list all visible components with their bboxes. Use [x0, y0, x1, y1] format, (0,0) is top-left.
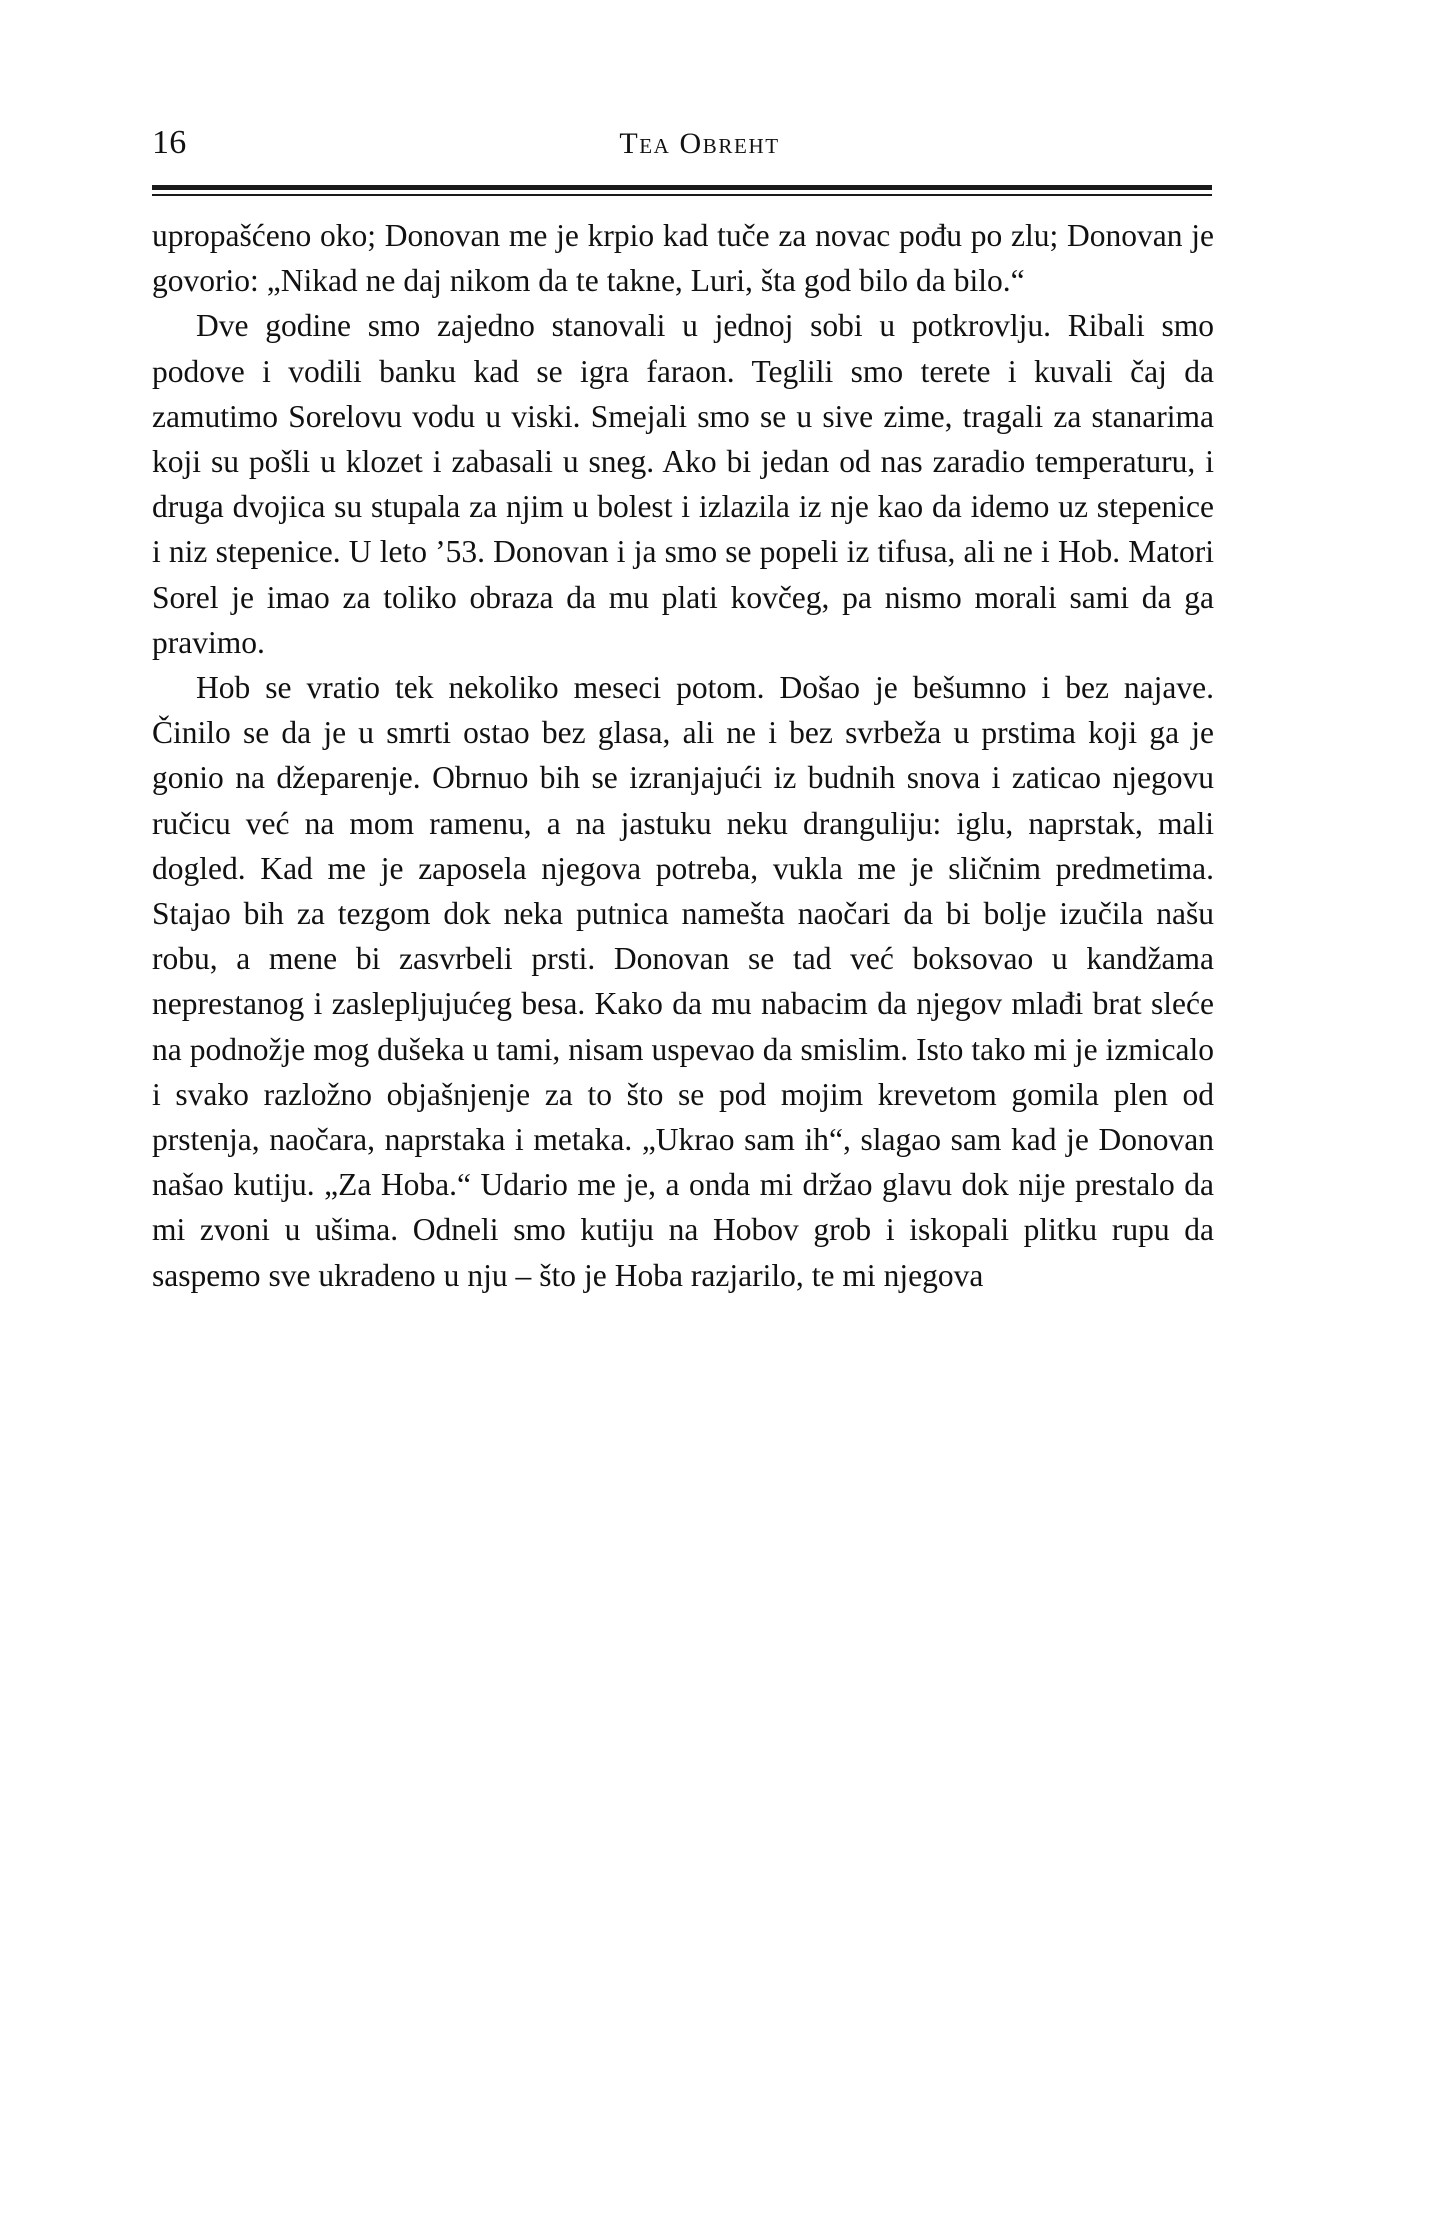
running-head-author: Tea Obreht [619, 127, 780, 160]
paragraph: Dve godine smo zajedno stanovali u jednoj sobi u potkrovlju. Ribali smo podove i vodili banku kad se igra faraon. Teglili smo terete i kuvali čaj da zamutimo Sorelovu vodu u viski. Smejali smo se u sive zime, tragali za stanarima koji su pošli u klozet i zabasali u sneg. Ako bi jedan od nas zaradio temperaturu, i druga dvojica su stupala za njim u bolest i izlazila iz nje kao da idemo uz stepenice i niz stepenice. U leto ’53. Donovan i ja smo se popeli iz tifusa, ali ne i Hob. Matori Sorel je imao za toliko obraza da mu plati kovčeg, pa nismo morali sami da ga pravimo. [152, 308, 1214, 660]
running-head [152, 120, 1212, 176]
rule-thin-line [152, 194, 1212, 196]
body-text-block [152, 213, 1214, 1298]
paragraph: Hob se vratio tek nekoliko meseci potom. Došao je bešumno i bez najave. Činilo se da je u smrti ostao bez glasa, ali ne i bez svrbeža u prstima koji ga je gonio na džeparenje. Obrnuo bih se izranjajući iz budnih snova i zaticao njegovu ručicu već na mom ramenu, a na jastuku neku dranguliju: iglu, naprstak, mali dogled. Kad me je zaposela njegova potreba, vukla me je sličnim predmetima. Stajao bih za tezgom dok neka putnica namešta naočari da bi bolje izučila našu robu, a mene bi zasvrbeli prsti. Donovan se tad već boksovao u kandžama neprestanog i zaslepljujućeg besa. Kako da mu nabacim da njegov mlađi brat sleće na podnožje mog dušeka u tami, nisam uspevao da smislim. Isto tako mi je izmicalo i svako razložno objašnjenje za to što se pod mojim krevetom gomila plen od prstenja, naočara, naprstaka i metaka. „Ukrao sam ih“, slagao sam kad je Donovan našao kutiju. „Za Hoba.“ Udario me je, a onda mi držao glavu dok nije prestalo da mi zvoni u ušima. Odneli smo kutiju na Hobov grob i iskopali plitku rupu da saspemo sve ukradeno u nju – što je Hoba razjarilo, te mi njegova [152, 670, 1214, 1293]
paragraph: upropašćeno oko; Donovan me je krpio kad tuče za novac pođu po zlu; Donovan je govorio: „Nikad ne daj nikom da te takne, Luri, šta god bilo da bilo.“ [152, 218, 1214, 299]
header-double-rule [152, 185, 1212, 196]
page-number: 16 [152, 124, 187, 161]
